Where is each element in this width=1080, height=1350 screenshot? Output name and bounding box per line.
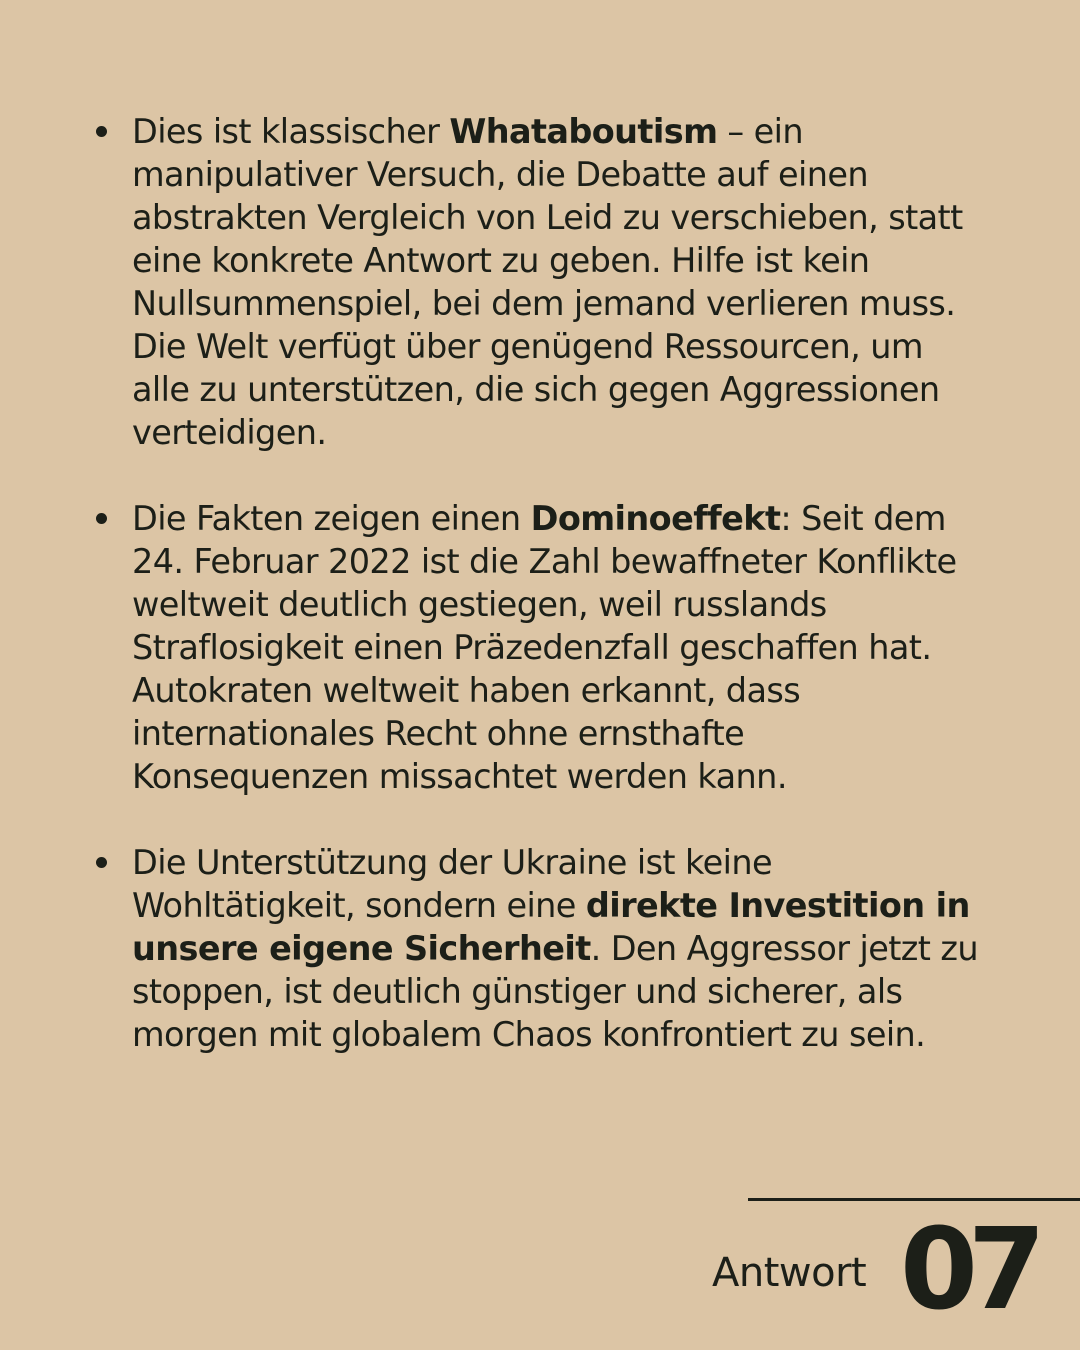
bullet-whataboutism (96, 110, 986, 454)
bullet-dot-icon (96, 513, 107, 524)
bullet-bold-term: Whataboutism (449, 112, 718, 151)
bullet-text-start: Die Fakten zeigen einen (132, 499, 531, 538)
bullet-text-end: : Seit dem 24. Februar 2022 ist die Zahl bewaffneter Konflikte weltweit deutlich gestiegen, weil russlands Straflosigkeit einen Präzedenzfall geschaffen hat. Autokraten weltweit haben erkannt, dass internationales Recht ohne ernsthafte Konsequenzen missachtet werden kann. (132, 499, 957, 796)
bullet-text-end: – ein manipulativer Versuch, die Debatte auf einen abstrakten Vergleich von Leid zu verschieben, statt eine konkrete Antwort zu geben. Hilfe ist kein Nullsummenspiel, bei dem jemand verlieren muss. Die Welt verfügt über genügend Ressourcen, um alle zu unterstützen, die sich gegen Aggressionen verteidigen. (132, 112, 963, 452)
bullet-bold-term: Dominoeffekt (530, 499, 781, 538)
bullet-dominoeffekt (96, 497, 986, 798)
bullet-dot-icon (96, 857, 107, 868)
bullet-dot-icon (96, 126, 107, 137)
bullet-list (96, 110, 986, 1056)
footer-label: Antwort (712, 1250, 867, 1296)
bullet-text-start: Die Unterstützung der Ukraine ist keine Wohltätigkeit, sondern eine (132, 843, 772, 925)
footer-divider (748, 1198, 1080, 1201)
bullet-text-end: . Den Aggressor jetzt zu stoppen, ist deutlich günstiger und sicherer, als morgen mit globalem Chaos konfrontiert zu sein. (132, 929, 978, 1054)
page-number: 07 (900, 1205, 1036, 1335)
bullet-bold-term: direkte Investition in unsere eigene Sicherheit (132, 886, 970, 968)
bullet-investition (96, 841, 986, 1056)
bullet-text-start: Dies ist klassischer (132, 112, 450, 151)
